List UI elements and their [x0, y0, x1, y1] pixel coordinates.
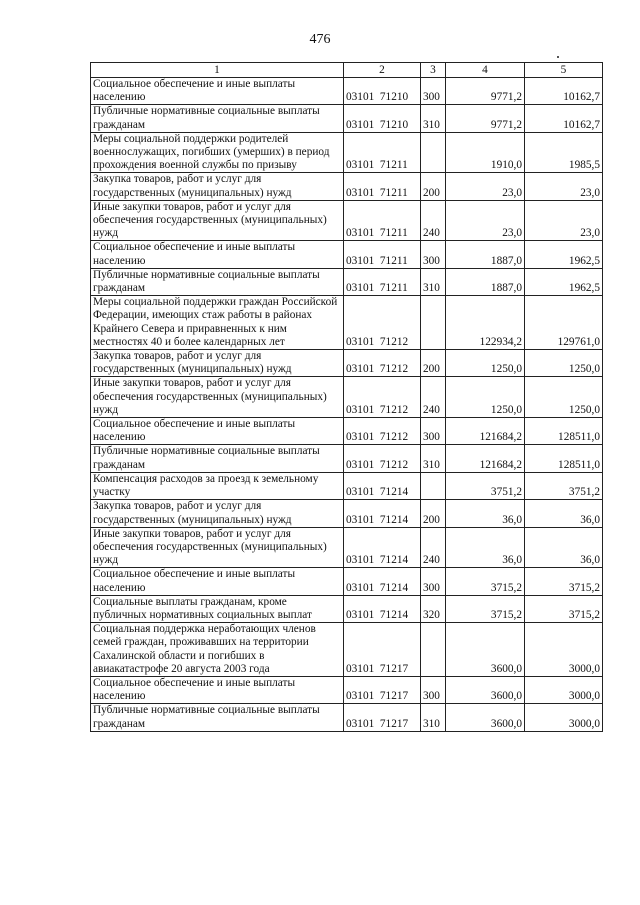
table-row [91, 676, 603, 703]
header-row [91, 63, 603, 78]
table-row [91, 350, 603, 377]
target-code-cell: 03101 71210 [344, 105, 421, 132]
table-row [91, 241, 603, 268]
expense-type-cell: 310 [421, 445, 446, 472]
amount-year-2-cell: 36,0 [525, 500, 603, 527]
target-code-cell: 03101 71211 [344, 268, 421, 295]
amount-year-2-cell: 128511,0 [525, 445, 603, 472]
amount-year-2-cell: 3000,0 [525, 676, 603, 703]
item-name-cell: Публичные нормативные социальные выплаты гражданам [91, 268, 344, 295]
target-code-cell: 03101 71210 [344, 78, 421, 105]
table-row [91, 173, 603, 200]
table-row [91, 268, 603, 295]
amount-year-1-cell: 3600,0 [446, 704, 525, 731]
target-code-cell: 03101 71212 [344, 350, 421, 377]
amount-year-1-cell: 3751,2 [446, 472, 525, 499]
amount-year-1-cell: 23,0 [446, 200, 525, 241]
expense-type-cell [421, 623, 446, 677]
item-name-cell: Публичные нормативные социальные выплаты гражданам [91, 704, 344, 731]
expense-type-cell: 300 [421, 418, 446, 445]
expense-type-cell: 300 [421, 78, 446, 105]
amount-year-1-cell: 23,0 [446, 173, 525, 200]
target-code-cell: 03101 71217 [344, 704, 421, 731]
target-code-cell: 03101 71211 [344, 132, 421, 173]
amount-year-1-cell: 3600,0 [446, 623, 525, 677]
amount-year-2-cell: 3000,0 [525, 623, 603, 677]
table-row [91, 418, 603, 445]
expense-type-cell [421, 472, 446, 499]
amount-year-2-cell: 3715,2 [525, 595, 603, 622]
table-row [91, 377, 603, 418]
amount-year-2-cell: 1962,5 [525, 268, 603, 295]
amount-year-1-cell: 1887,0 [446, 241, 525, 268]
header-cell-5: 5 [525, 63, 603, 78]
item-name-cell: Социальное обеспечение и иные выплаты населению [91, 418, 344, 445]
expense-type-cell: 240 [421, 200, 446, 241]
expense-type-cell: 320 [421, 595, 446, 622]
amount-year-2-cell: 23,0 [525, 200, 603, 241]
item-name-cell: Компенсация расходов за проезд к земельному участку [91, 472, 344, 499]
amount-year-1-cell: 9771,2 [446, 105, 525, 132]
item-name-cell: Иные закупки товаров, работ и услуг для обеспечения государственных (муниципальных) нужд [91, 200, 344, 241]
target-code-cell: 03101 71211 [344, 173, 421, 200]
amount-year-1-cell: 3715,2 [446, 568, 525, 595]
amount-year-1-cell: 3715,2 [446, 595, 525, 622]
expense-type-cell: 310 [421, 105, 446, 132]
amount-year-1-cell: 1250,0 [446, 350, 525, 377]
amount-year-1-cell: 122934,2 [446, 296, 525, 350]
item-name-cell: Меры социальной поддержки родителей военнослужащих, погибших (умерших) в период прохождения военной службы по призыву [91, 132, 344, 173]
item-name-cell: Публичные нормативные социальные выплаты гражданам [91, 445, 344, 472]
amount-year-1-cell: 36,0 [446, 500, 525, 527]
table-row [91, 445, 603, 472]
item-name-cell: Социальная поддержка неработающих членов семей граждан, проживавших на территории Сахалинской области и погибших в авиакатастрофе 20 августа 2003 года [91, 623, 344, 677]
amount-year-1-cell: 3600,0 [446, 676, 525, 703]
expense-type-cell: 310 [421, 704, 446, 731]
amount-year-2-cell: 1250,0 [525, 377, 603, 418]
amount-year-1-cell: 1250,0 [446, 377, 525, 418]
item-name-cell: Социальное обеспечение и иные выплаты населению [91, 676, 344, 703]
target-code-cell: 03101 71217 [344, 623, 421, 677]
amount-year-2-cell: 1985,5 [525, 132, 603, 173]
amount-year-1-cell: 121684,2 [446, 445, 525, 472]
item-name-cell: Меры социальной поддержки граждан Российской Федерации, имеющих стаж работы в районах Крайнего Севера и приравненных к ним местностях 40 и более календарных лет [91, 296, 344, 350]
expense-type-cell: 300 [421, 676, 446, 703]
amount-year-1-cell: 9771,2 [446, 78, 525, 105]
scan-speck [557, 56, 559, 58]
expense-type-cell: 240 [421, 377, 446, 418]
header-cell-2: 2 [344, 63, 421, 78]
item-name-cell: Социальное обеспечение и иные выплаты населению [91, 78, 344, 105]
amount-year-2-cell: 23,0 [525, 173, 603, 200]
target-code-cell: 03101 71211 [344, 241, 421, 268]
item-name-cell: Закупка товаров, работ и услуг для государственных (муниципальных) нужд [91, 173, 344, 200]
item-name-cell: Социальные выплаты гражданам, кроме публичных нормативных социальных выплат [91, 595, 344, 622]
item-name-cell: Социальное обеспечение и иные выплаты населению [91, 241, 344, 268]
target-code-cell: 03101 71214 [344, 527, 421, 568]
amount-year-2-cell: 128511,0 [525, 418, 603, 445]
expense-type-cell: 200 [421, 173, 446, 200]
page-number: 476 [309, 32, 331, 47]
item-name-cell: Иные закупки товаров, работ и услуг для обеспечения государственных (муниципальных) нужд [91, 527, 344, 568]
table-row [91, 568, 603, 595]
expense-type-cell [421, 132, 446, 173]
header-cell-4: 4 [446, 63, 525, 78]
amount-year-2-cell: 1962,5 [525, 241, 603, 268]
expense-type-cell: 240 [421, 527, 446, 568]
table-row [91, 78, 603, 105]
table-row [91, 105, 603, 132]
table-row [91, 527, 603, 568]
amount-year-2-cell: 10162,7 [525, 78, 603, 105]
item-name-cell: Закупка товаров, работ и услуг для государственных (муниципальных) нужд [91, 350, 344, 377]
table-row [91, 132, 603, 173]
expense-type-cell: 310 [421, 268, 446, 295]
expense-type-cell: 200 [421, 350, 446, 377]
item-name-cell: Социальное обеспечение и иные выплаты населению [91, 568, 344, 595]
target-code-cell: 03101 71217 [344, 676, 421, 703]
amount-year-2-cell: 3000,0 [525, 704, 603, 731]
item-name-cell: Публичные нормативные социальные выплаты гражданам [91, 105, 344, 132]
item-name-cell: Закупка товаров, работ и услуг для государственных (муниципальных) нужд [91, 500, 344, 527]
amount-year-2-cell: 10162,7 [525, 105, 603, 132]
header-cell-1: 1 [91, 63, 344, 78]
amount-year-1-cell: 121684,2 [446, 418, 525, 445]
amount-year-2-cell: 36,0 [525, 527, 603, 568]
target-code-cell: 03101 71212 [344, 445, 421, 472]
amount-year-1-cell: 1887,0 [446, 268, 525, 295]
item-name-cell: Иные закупки товаров, работ и услуг для обеспечения государственных (муниципальных) нужд [91, 377, 344, 418]
table-row [91, 472, 603, 499]
amount-year-1-cell: 36,0 [446, 527, 525, 568]
target-code-cell: 03101 71214 [344, 595, 421, 622]
table-row [91, 704, 603, 731]
amount-year-2-cell: 129761,0 [525, 296, 603, 350]
amount-year-1-cell: 1910,0 [446, 132, 525, 173]
expense-type-cell: 300 [421, 568, 446, 595]
expense-type-cell [421, 296, 446, 350]
table-row [91, 296, 603, 350]
table-body [91, 78, 603, 732]
target-code-cell: 03101 71212 [344, 377, 421, 418]
amount-year-2-cell: 3715,2 [525, 568, 603, 595]
target-code-cell: 03101 71214 [344, 568, 421, 595]
target-code-cell: 03101 71212 [344, 418, 421, 445]
target-code-cell: 03101 71214 [344, 500, 421, 527]
table-row [91, 595, 603, 622]
amount-year-2-cell: 1250,0 [525, 350, 603, 377]
target-code-cell: 03101 71214 [344, 472, 421, 499]
table-row [91, 500, 603, 527]
target-code-cell: 03101 71211 [344, 200, 421, 241]
expense-type-cell: 200 [421, 500, 446, 527]
budget-table [90, 62, 603, 732]
table-row [91, 623, 603, 677]
amount-year-2-cell: 3751,2 [525, 472, 603, 499]
table-row [91, 200, 603, 241]
header-cell-3: 3 [421, 63, 446, 78]
target-code-cell: 03101 71212 [344, 296, 421, 350]
expense-type-cell: 300 [421, 241, 446, 268]
